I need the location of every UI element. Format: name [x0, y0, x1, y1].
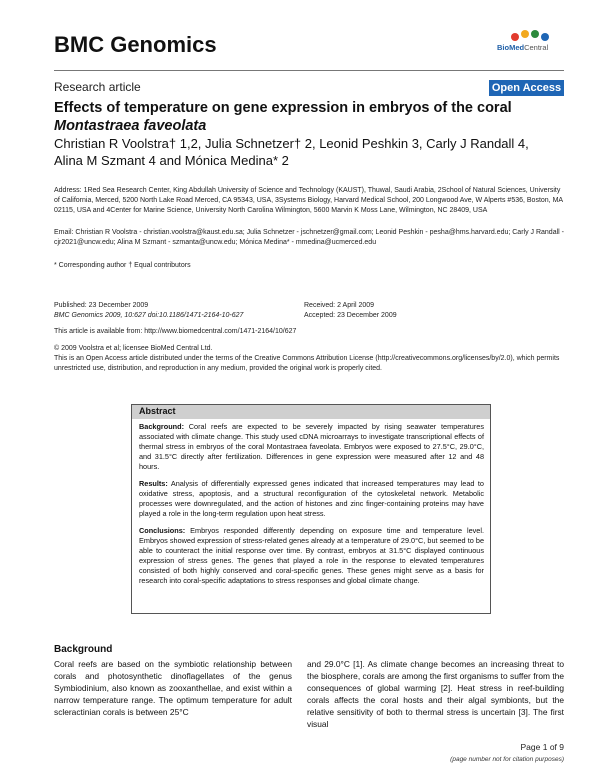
- abstract-box: [131, 404, 491, 614]
- copyright: © 2009 Voolstra et al; licensee BioMed Central Ltd.: [54, 345, 213, 352]
- copyright-license: [54, 344, 564, 374]
- logo-dot-green: [531, 30, 539, 38]
- accepted-date: Accepted: 23 December 2009: [304, 312, 397, 319]
- received-date: Received: 2 April 2009: [304, 302, 375, 309]
- background-heading: Background: [54, 644, 113, 655]
- article-title: [54, 99, 564, 135]
- author-emails: Email: Christian R Voolstra - christian.voolstra@kaust.edu.sa; Julia Schnetzer - jschnetzer@gmail.com; Leonid Peshkin - pesha@hms.harvard.edu; Carly J Randall - cjr2021@uncw.edu; Alina M Szmant - szmanta@uncw.edu; Mónica Medina* - mmedina@ucmerced.edu: [54, 229, 564, 246]
- background-column-left: Coral reefs are based on the symbiotic relationship between corals and photosynthetic dinoflagellates of the genus Symbiodinium, also known as zooxanthellae, and exist within a narrow temperature range. The optimum temperature for adult scleractinian corals is between 25°C: [54, 659, 292, 717]
- published-date: Published: 23 December 2009: [54, 302, 149, 309]
- author-footnote: * Corresponding author † Equal contributors: [54, 262, 191, 269]
- logo-dot-yellow: [521, 30, 529, 38]
- open-access-badge: Open Access: [489, 80, 564, 96]
- title-line-2: Montastraea faveolata: [54, 118, 207, 134]
- abstract-results: Results: Analysis of differentially expressed genes indicated that increased temperatures may lead to oxidative stress, apoptosis, and a structural reconfiguration of the cytoskeletal network. Metabolic processes were downregulated, and the action of histones and zinc finger-containing proteins may have played a role in the long-term regulation upon heat stress.: [139, 479, 484, 518]
- background-column-right: and 29.0°C [1]. As climate change becomes an increasing threat to the biosphere, corals are among the first organisms to suffer from the consequences of global warming [2]. Heat stress in reef-building corals affects the coral hosts and their algal symbionts, but the relative sensitivity of both to thermal stress is uncertain [3]. The first visual: [307, 659, 564, 729]
- page-number-note: (page number not for citation purposes): [450, 756, 564, 763]
- journal-name: BMC Genomics: [54, 32, 217, 57]
- authors-line-2: Alina M Szmant 4 and Mónica Medina* 2: [54, 153, 289, 168]
- logo-text: BioMedCentral: [497, 43, 549, 52]
- title-line-1: Effects of temperature on gene expression in embryos of the coral: [54, 100, 512, 116]
- publisher-logo: [497, 30, 563, 60]
- affiliations: Address: 1Red Sea Research Center, King Abdullah University of Science and Technology (KAUST), Thuwal, Saudi Arabia, 2School of Natural Sciences, University of California, Merced, 5200 North Lake Road Merced, CA 95343, USA, 3Systems Biology, Harvard Medical School, 200 Longwood Ave, W Alperts #536, Boston, MA 02115, USA and 4Center for Marine Science, University North Carolina Wilmington, 5600 Marvin K Moss Lane, Wilmington, NC 28409, USA: [54, 187, 563, 214]
- article-type: Research article: [54, 80, 141, 94]
- abstract-header: Abstract: [132, 405, 490, 419]
- page-number: Page 1 of 9: [520, 742, 564, 752]
- citation: BMC Genomics 2009, 10:627 doi:10.1186/1471-2164-10-627: [54, 312, 244, 319]
- abstract-body: [139, 422, 484, 593]
- authors-line-1: Christian R Voolstra† 1,2, Julia Schnetzer† 2, Leonid Peshkin 3, Carly J Randall 4,: [54, 136, 529, 151]
- logo-dot-blue: [541, 33, 549, 41]
- abstract-conclusions: Conclusions: Embryos responded differently depending on exposure time and temperature level. Embryos showed expression of stress-related genes already at a temperature of 29.0°C, but seemed to be able to counteract the initial response over time. By contrast, embryos at 31.5°C displayed continuous expression of stress genes. The genes that played a role in the response to elevated temperatures consisted of both highly conserved and coral-specific genes. These genes might serve as a basis for research into coral-specific adaptations to stress responses and global climate change.: [139, 526, 484, 585]
- availability-link[interactable]: This article is available from: http://www.biomedcentral.com/1471-2164/10/627: [54, 328, 297, 335]
- license-text: This is an Open Access article distributed under the terms of the Creative Commons Attribution License (http://creativecommons.org/licenses/by/2.0), which permits unrestricted use, distribution, and reproduction in any medium, provided the original work is properly cited.: [54, 355, 560, 372]
- header-rule: [54, 70, 564, 71]
- logo-dot-red: [511, 33, 519, 41]
- author-list: [54, 135, 564, 169]
- abstract-background: Background: Coral reefs are expected to be severely impacted by rising seawater temperatures associated with climate change. This study used cDNA microarrays to investigate transcriptional effects of thermal stress in embryos of the coral Montastraea faveolata. Embryos were exposed to 27.5°C, 29.0°C, and 31.5°C directly after fertilization. Differences in gene expression were measured after 12 and 48 hours.: [139, 422, 484, 471]
